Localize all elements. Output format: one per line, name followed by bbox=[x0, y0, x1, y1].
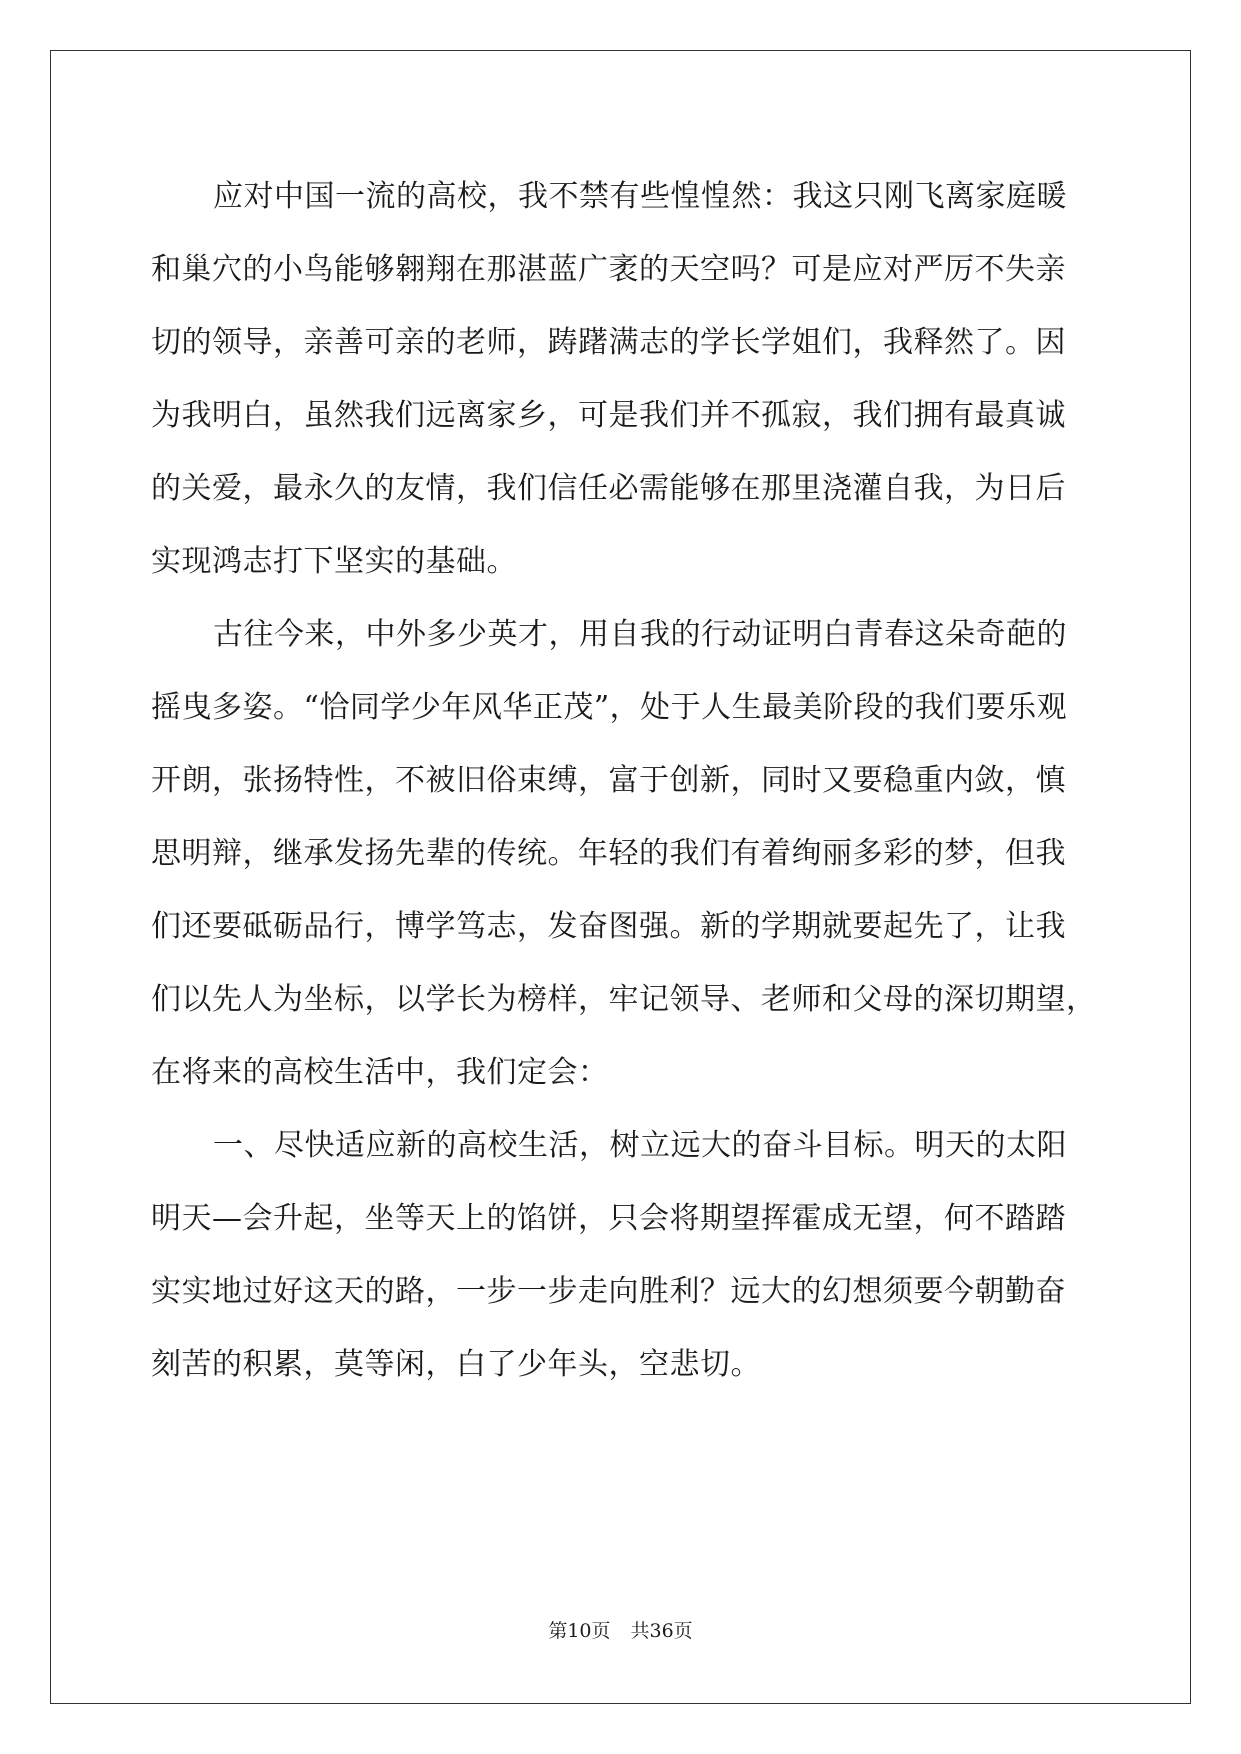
page-number: 第10页 bbox=[548, 1620, 611, 1642]
text-line: 摇曳多姿。“恰同学少年风华正茂”，处于人生最美阶段的我们要乐观 bbox=[151, 690, 1068, 725]
text-line: 开朗，张扬特性，不被旧俗束缚，富于创新，同时又要稳重内敛，慎 bbox=[151, 763, 1066, 798]
text-line: 思明辩，继承发扬先辈的传统。年轻的我们有着绚丽多彩的梦，但我 bbox=[151, 836, 1066, 871]
text-line: 们以先人为坐标，以学长为榜样，牢记领导、老师和父母的深切期望， bbox=[151, 982, 1097, 1017]
page-total: 共36页 bbox=[630, 1620, 693, 1642]
page-footer bbox=[0, 1616, 1241, 1643]
paragraph-1 bbox=[151, 160, 1101, 598]
text-line: 和巢穴的小鸟能够翱翔在那湛蓝广袤的天空吗？可是应对严厉不失亲 bbox=[151, 252, 1066, 287]
text-line: 实现鸿志打下坚实的基础。 bbox=[151, 544, 517, 579]
paragraph-3 bbox=[151, 1109, 1101, 1401]
text-line: 明天—会升起，坐等天上的馅饼，只会将期望挥霍成无望，何不踏踏 bbox=[151, 1201, 1066, 1236]
text-line: 为我明白，虽然我们远离家乡，可是我们并不孤寂，我们拥有最真诚 bbox=[151, 398, 1066, 433]
text-line: 一、尽快适应新的高校生活，树立远大的奋斗目标。明天的太阳 bbox=[213, 1128, 1067, 1163]
text-line: 的关爱，最永久的友情，我们信任必需能够在那里浇灌自我，为日后 bbox=[151, 471, 1066, 506]
text-line: 刻苦的积累，莫等闲，白了少年头，空悲切。 bbox=[151, 1347, 761, 1382]
document-body bbox=[151, 160, 1101, 1401]
text-line: 在将来的高校生活中，我们定会： bbox=[151, 1055, 609, 1090]
text-line: 切的领导，亲善可亲的老师，踌躇满志的学长学姐们，我释然了。因 bbox=[151, 325, 1066, 360]
text-line: 古往今来，中外多少英才，用自我的行动证明白青春这朵奇葩的 bbox=[213, 617, 1067, 652]
text-line: 实实地过好这天的路，一步一步走向胜利？远大的幻想须要今朝勤奋 bbox=[151, 1274, 1066, 1309]
text-line: 应对中国一流的高校，我不禁有些惶惶然：我这只刚飞离家庭暖 bbox=[213, 179, 1067, 214]
paragraph-2 bbox=[151, 598, 1101, 1109]
text-line: 们还要砥砺品行，博学笃志，发奋图强。新的学期就要起先了，让我 bbox=[151, 909, 1066, 944]
